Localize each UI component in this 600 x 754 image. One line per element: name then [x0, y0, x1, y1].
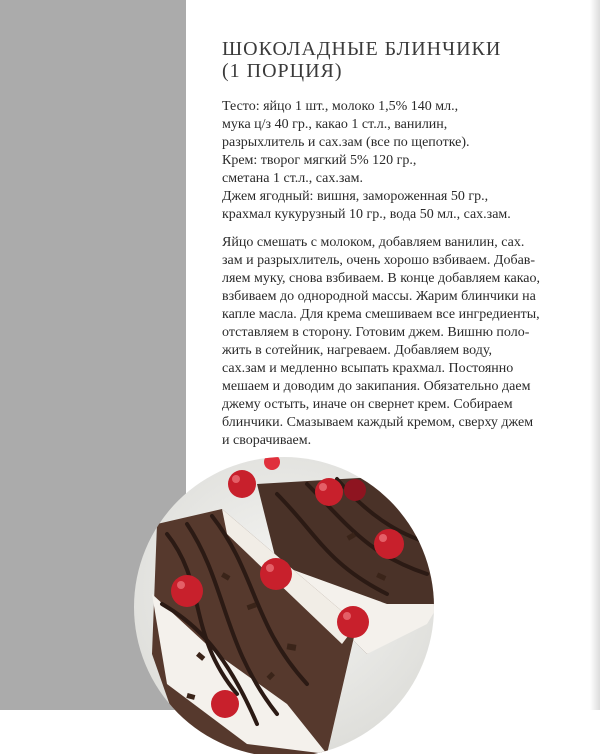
cherry [337, 606, 369, 638]
recipe-title [222, 38, 582, 82]
method-line: и сворачиваем. [222, 433, 312, 448]
method-line: ляем муку, снова взбиваем. В конце добавляем какао, [222, 271, 540, 286]
method-line: мешаем и доводим до закипания. Обязательно даем [222, 379, 531, 394]
method-line: жить в сотейник, нагреваем. Добавляем воду, [222, 343, 492, 358]
recipe-title-line: (1 ПОРЦИЯ) [222, 60, 343, 82]
ingredient-line: разрыхлитель и сах.зам (все по щепотке). [222, 135, 470, 150]
method-line: взбиваем до однородной массы. Жарим блинчики на [222, 289, 536, 304]
ingredient-line: сметана 1 ст.л., сах.зам. [222, 171, 363, 186]
cherry [264, 454, 280, 470]
ingredient-line: Джем ягодный: вишня, замороженная 50 гр., [222, 189, 489, 204]
ingredient-line: крахмал кукурузный 10 гр., вода 50 мл., сах.зам. [222, 207, 511, 222]
method-line: сах.зам и медленно всыпать крахмал. Постоянно [222, 361, 514, 376]
recipe-title-line: ШОКОЛАДНЫЕ БЛИНЧИКИ [222, 38, 502, 60]
method-line: Яйцо смешать с молоком, добавляем ванилин, сах. [222, 235, 525, 250]
cherry [374, 529, 404, 559]
ingredients-block [222, 98, 582, 224]
ingredient-line: Крем: творог мягкий 5% 120 гр., [222, 153, 417, 168]
cherry [211, 690, 239, 718]
ingredient-line: мука ц/з 40 гр., какао 1 ст.л., ванилин, [222, 117, 448, 132]
cherry [260, 558, 292, 590]
cherry [344, 479, 366, 501]
cherry [315, 478, 343, 506]
method-line: джему остыть, иначе он свернет крем. Собираем [222, 397, 513, 412]
pancake-photo [127, 454, 441, 754]
cherry [228, 470, 256, 498]
method-line: зам и разрыхлитель, очень хорошо взбиваем. Добав- [222, 253, 536, 268]
cherry [171, 575, 203, 607]
method-line: отставляем в сторону. Готовим джем. Вишню поло- [222, 325, 530, 340]
method-paragraph [222, 234, 582, 450]
method-line: капле масла. Для крема смешиваем все ингредиенты, [222, 307, 540, 322]
page-edge-shadow [590, 0, 600, 710]
method-line: блинчики. Смазываем каждый кремом, сверху джем [222, 415, 534, 430]
ingredient-line: Тесто: яйцо 1 шт., молоко 1,5% 140 мл., [222, 99, 459, 114]
